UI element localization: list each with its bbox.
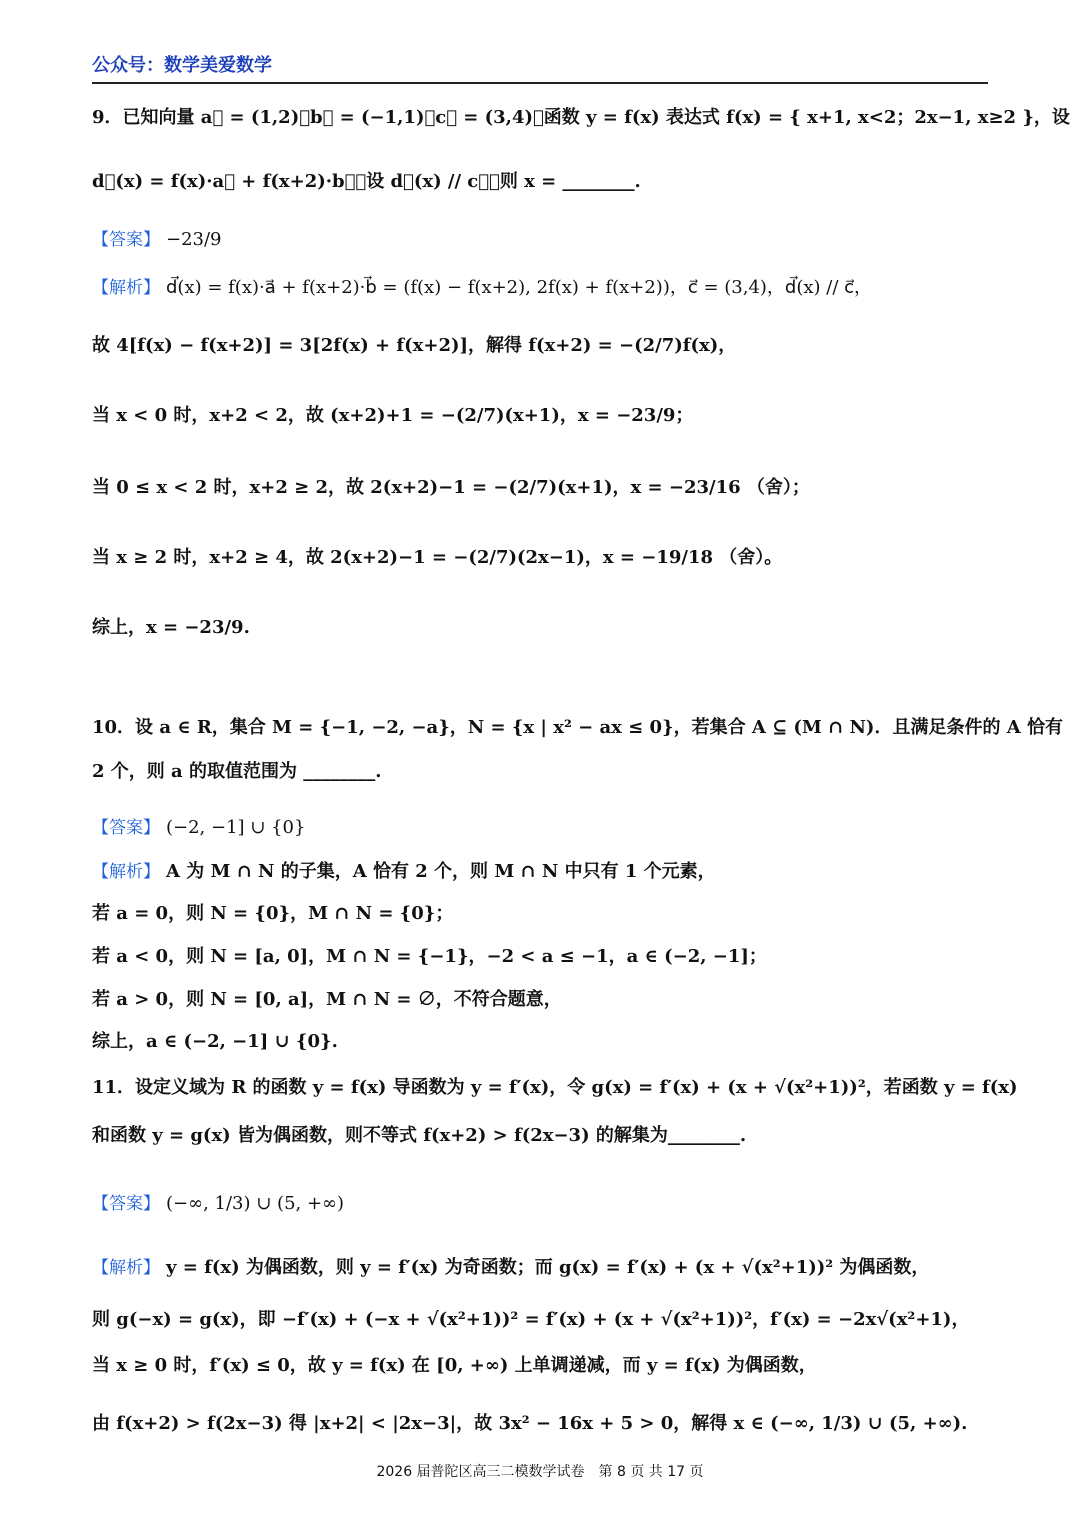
line-text: y = f(x) 为偶函数，则 y = f′(x) 为奇函数；而 g(x) = f′(x) + (x + √(x²+1))² 为偶函数， [166,1257,930,1278]
q10-analysis2 [92,902,992,926]
q9-analysis1 [92,276,992,300]
line-text: 则 g(−x) = g(x)，即 −f′(x) + (−x + √(x²+1))² = f′(x) + (x + √(x²+1))²，f′(x) = −2x√(x²+1)， [92,1309,970,1330]
q9-answer [92,228,992,252]
line-text: 2 个，则 a 的取值范围为 ________. [92,761,382,782]
section-tag: 【解析】 [92,278,160,298]
q9-line1 [92,106,1070,130]
q9-analysis2 [92,334,992,358]
q11-analysis1 [92,1256,992,1280]
line-text: 当 0 ≤ x < 2 时，x+2 ≥ 2，故 2(x+2)−1 = −(2/7)(x+1)，x = −23/16 （舍）； [92,477,810,498]
q9-analysis5 [92,546,992,570]
line-text: 若 a < 0，则 N = [a, 0]，M ∩ N = {−1}，−2 < a ≤ −1，a ∈ (−2, −1]； [92,946,767,967]
line-text: 9．已知向量 a⃗ = (1,2)，b⃗ = (−1,1)，c⃗ = (3,4)，函数 y = f(x) 表达式 f(x) = { x+1, x<2；2x−1, x≥2 }，设 [92,107,1070,128]
line-text: 综上，a ∈ (−2, −1] ∪ {0}. [92,1031,338,1052]
q10-analysis4 [92,988,992,1012]
q11-answer [92,1192,992,1216]
q10-answer [92,816,992,840]
line-text: A 为 M ∩ N 的子集，A 恰有 2 个，则 M ∩ N 中只有 1 个元素， [166,861,716,882]
line-text: 故 4[f(x) − f(x+2)] = 3[2f(x) + f(x+2)]，解得 f(x+2) = −(2/7)f(x)， [92,335,737,356]
account-label: 公众号：数学美爱数学 [92,55,272,76]
section-tag: 【答案】 [92,818,160,838]
page-footer: 2026 届普陀区高三二模数学试卷 第 8 页 共 17 页 [376,1464,704,1480]
line-text: d⃗(x) = f(x)·a⃗ + f(x+2)·b⃗，设 d⃗(x) // c⃗，则 x = ________. [92,171,641,192]
line-text: 当 x ≥ 2 时，x+2 ≥ 4，故 2(x+2)−1 = −(2/7)(2x−1)，x = −19/18 （舍）。 [92,547,783,568]
q11-line2 [92,1124,992,1148]
line-text: 10．设 a ∈ R，集合 M = {−1, −2, −a}，N = {x | x² − ax ≤ 0}，若集合 A ⊆ (M ∩ N)．且满足条件的 A 恰有 [92,717,1063,738]
line-text: −23/9 [166,229,222,250]
q11-analysis3 [92,1354,992,1378]
section-tag: 【答案】 [92,1194,160,1214]
section-tag: 【答案】 [92,230,160,250]
q10-analysis1 [92,860,992,884]
q10-line2 [92,760,992,784]
q9-analysis3 [92,404,992,428]
line-text: 综上，x = −23/9. [92,617,250,638]
q11-line1 [92,1076,1018,1100]
line-text: (−2, −1] ∪ {0} [166,817,306,838]
q9-analysis4 [92,476,992,500]
line-text: 和函数 y = g(x) 皆为偶函数，则不等式 f(x+2) > f(2x−3) 的解集为________. [92,1125,747,1146]
page-header [92,52,988,84]
q10-analysis3 [92,945,992,969]
q11-analysis2 [92,1308,992,1332]
section-tag: 【解析】 [92,1258,160,1278]
line-text: 当 x < 0 时，x+2 < 2，故 (x+2)+1 = −(2/7)(x+1)，x = −23/9； [92,405,694,426]
line-text: d⃗(x) = f(x)·a⃗ + f(x+2)·b⃗ = (f(x) − f(x+2), 2f(x) + f(x+2))，c⃗ = (3,4)，d⃗(x) // c⃗， [166,277,873,298]
section-tag: 【解析】 [92,862,160,882]
q10-conclusion [92,1030,992,1054]
q9-line2 [92,170,992,194]
q9-conclusion [92,616,992,640]
line-text: 当 x ≥ 0 时，f′(x) ≤ 0，故 y = f(x) 在 [0, +∞) 上单调递减，而 y = f(x) 为偶函数， [92,1355,817,1376]
line-text: 由 f(x+2) > f(2x−3) 得 |x+2| < |2x−3|，故 3x² − 16x + 5 > 0，解得 x ∈ (−∞, 1/3) ∪ (5, +∞). [92,1413,968,1434]
line-text: (−∞, 1/3) ∪ (5, +∞) [166,1193,345,1214]
q11-analysis4 [92,1412,992,1436]
line-text: 若 a = 0，则 N = {0}，M ∩ N = {0}； [92,903,454,924]
q10-line1 [92,716,1063,740]
line-text: 若 a > 0，则 N = [0, a]，M ∩ N = ∅，不符合题意， [92,989,562,1010]
line-text: 11．设定义域为 R 的函数 y = f(x) 导函数为 y = f′(x)，令 g(x) = f′(x) + (x + √(x²+1))²，若函数 y = f(x) [92,1077,1018,1098]
